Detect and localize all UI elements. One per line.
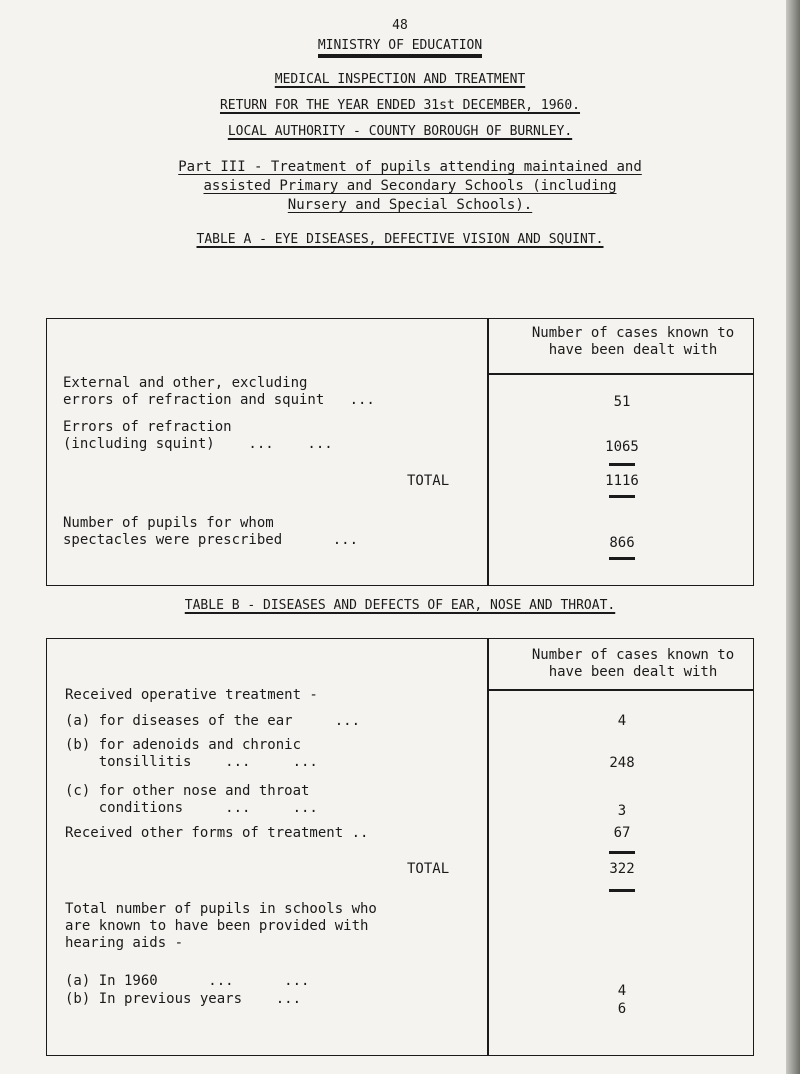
table-b-total-label: TOTAL xyxy=(407,861,450,877)
table-b-value: 6 xyxy=(617,1001,627,1017)
table-b-row-label: (a) for diseases of the ear ... xyxy=(65,713,361,729)
part-description: Part III - Treatment of pupils attending maintained and assisted Primary and Secondary Schools (including Nursery and Special Schools). xyxy=(178,159,642,213)
table-b-row-label: (a) In 1960 ... ... xyxy=(65,973,310,989)
table-b-row-label: (c) for other nose and throat conditions ... ... xyxy=(65,783,318,816)
table-a-row-label: Number of pupils for whom spectacles were prescribed ... xyxy=(63,515,359,548)
table-b-column-header: Number of cases known to have been dealt with xyxy=(531,647,735,680)
table-a-total-label: TOTAL xyxy=(407,473,450,489)
table-a-value: 51 xyxy=(613,394,631,410)
local-authority: LOCAL AUTHORITY - COUNTY BOROUGH OF BURNLEY. xyxy=(227,124,573,139)
hearing-aids-label: Total number of pupils in schools who are known to have been provided with hearing aids - xyxy=(65,901,377,951)
table-b-section-label: Received operative treatment - xyxy=(65,687,318,703)
table-a-value: 866 xyxy=(609,535,635,551)
table-a xyxy=(46,318,754,586)
table-b-value: 4 xyxy=(617,983,627,999)
table-a-title: TABLE A - EYE DISEASES, DEFECTIVE VISION AND SQUINT. xyxy=(196,232,604,247)
document-title: MEDICAL INSPECTION AND TREATMENT xyxy=(274,72,526,87)
table-b xyxy=(46,638,754,1056)
table-a-row-label: External and other, excluding errors of refraction and squint ... xyxy=(63,375,375,408)
table-a-column-header: Number of cases known to have been dealt with xyxy=(531,325,735,358)
table-b-value: 67 xyxy=(613,825,631,841)
table-b-value: 4 xyxy=(617,713,627,729)
table-a-row-label: Errors of refraction (including squint) ... ... xyxy=(63,419,333,452)
table-b-value: 248 xyxy=(609,755,635,771)
ministry-heading: MINISTRY OF EDUCATION xyxy=(0,38,800,58)
table-a-total-value: 1116 xyxy=(605,473,639,489)
page-number: 48 xyxy=(392,18,408,33)
table-a-value: 1065 xyxy=(605,439,639,455)
table-b-total-value: 322 xyxy=(609,861,635,877)
table-b-row-label: Received other forms of treatment .. xyxy=(65,825,369,841)
table-b-row-label: (b) for adenoids and chronic tonsillitis ... ... xyxy=(65,737,318,770)
scan-edge xyxy=(786,0,800,1074)
return-line: RETURN FOR THE YEAR ENDED 31st DECEMBER, 1960. xyxy=(219,98,581,113)
table-b-value: 3 xyxy=(617,803,627,819)
table-b-title: TABLE B - DISEASES AND DEFECTS OF EAR, NOSE AND THROAT. xyxy=(184,598,616,613)
table-b-row-label: (b) In previous years ... xyxy=(65,991,302,1007)
